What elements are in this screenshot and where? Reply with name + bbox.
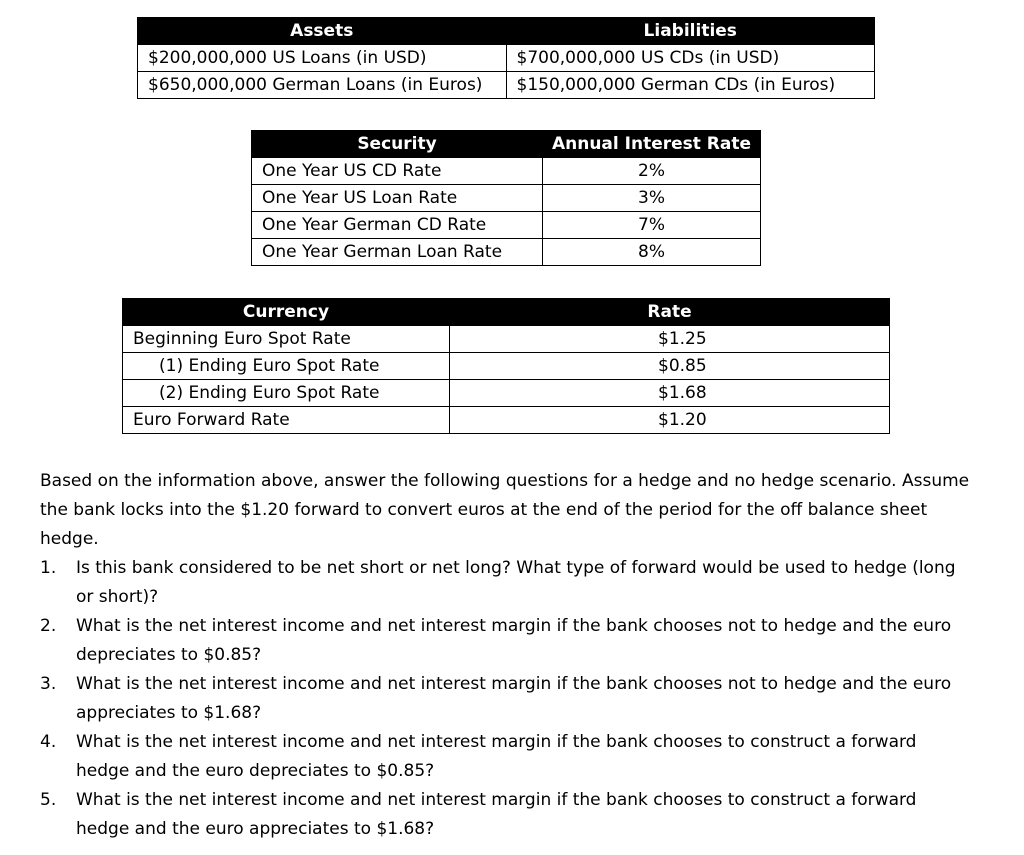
- list-item: [40, 612, 975, 670]
- security-cell: One Year US CD Rate: [252, 158, 543, 185]
- table-row: [252, 158, 761, 185]
- table-row: [123, 326, 890, 353]
- question-text: What is the net interest income and net interest margin if the bank chooses not to hedge and the euro depreciates to $0.85?: [76, 616, 952, 665]
- currency-table: [122, 298, 890, 434]
- intro-paragraph: Based on the information above, answer the following questions for a hedge and no hedge scenario. Assume the bank locks into the $1.20 forward to convert euros at the end of the period for the off balance sheet hedge.: [40, 471, 970, 549]
- table-row: [252, 239, 761, 266]
- question-number: 1.: [40, 558, 57, 578]
- question-list: [40, 554, 975, 844]
- rate-cell: 3%: [543, 185, 761, 212]
- question-text: What is the net interest income and net interest margin if the bank chooses to construct a forward hedge and the euro depreciates to $0.85?: [76, 732, 917, 781]
- balance-sheet-table: [137, 17, 875, 99]
- question-text: What is the net interest income and net interest margin if the bank chooses to construct a forward hedge and the euro appreciates to $1.68?: [76, 790, 917, 839]
- rate-cell: 8%: [543, 239, 761, 266]
- interest-rate-table: [251, 130, 761, 266]
- table-header-row: [123, 299, 890, 326]
- list-item: [40, 670, 975, 728]
- liabilities-header: Liabilities: [506, 18, 875, 45]
- table-row: [123, 407, 890, 434]
- currency-cell: (1) Ending Euro Spot Rate: [123, 353, 450, 380]
- liability-cell: $150,000,000 German CDs (in Euros): [506, 72, 875, 99]
- list-item: [40, 786, 975, 844]
- table-row: [252, 185, 761, 212]
- question-number: 2.: [40, 616, 57, 636]
- currency-cell: Euro Forward Rate: [123, 407, 450, 434]
- table-row: [252, 212, 761, 239]
- question-text: Is this bank considered to be net short or net long? What type of forward would be used to hedge (long or short)?: [76, 558, 956, 607]
- rate-cell: $1.25: [450, 326, 890, 353]
- question-section: [40, 467, 975, 844]
- liability-cell: $700,000,000 US CDs (in USD): [506, 45, 875, 72]
- question-number: 4.: [40, 732, 57, 752]
- question-text: What is the net interest income and net interest margin if the bank chooses not to hedge and the euro appreciates to $1.68?: [76, 674, 952, 723]
- list-item: [40, 554, 975, 612]
- table-row: [123, 380, 890, 407]
- rate-cell: $0.85: [450, 353, 890, 380]
- table-row: [138, 45, 875, 72]
- table-header-row: [138, 18, 875, 45]
- rate-header: Rate: [450, 299, 890, 326]
- question-number: 5.: [40, 790, 57, 810]
- security-cell: One Year German Loan Rate: [252, 239, 543, 266]
- asset-cell: $650,000,000 German Loans (in Euros): [138, 72, 507, 99]
- rate-cell: $1.20: [450, 407, 890, 434]
- rate-cell: $1.68: [450, 380, 890, 407]
- rate-cell: 2%: [543, 158, 761, 185]
- currency-cell: (2) Ending Euro Spot Rate: [123, 380, 450, 407]
- table-row: [123, 353, 890, 380]
- annual-interest-rate-header: Annual Interest Rate: [543, 131, 761, 158]
- asset-cell: $200,000,000 US Loans (in USD): [138, 45, 507, 72]
- table-row: [138, 72, 875, 99]
- security-cell: One Year US Loan Rate: [252, 185, 543, 212]
- currency-cell: Beginning Euro Spot Rate: [123, 326, 450, 353]
- table-header-row: [252, 131, 761, 158]
- currency-header: Currency: [123, 299, 450, 326]
- question-number: 3.: [40, 674, 57, 694]
- rate-cell: 7%: [543, 212, 761, 239]
- security-cell: One Year German CD Rate: [252, 212, 543, 239]
- assets-header: Assets: [138, 18, 507, 45]
- list-item: [40, 728, 975, 786]
- security-header: Security: [252, 131, 543, 158]
